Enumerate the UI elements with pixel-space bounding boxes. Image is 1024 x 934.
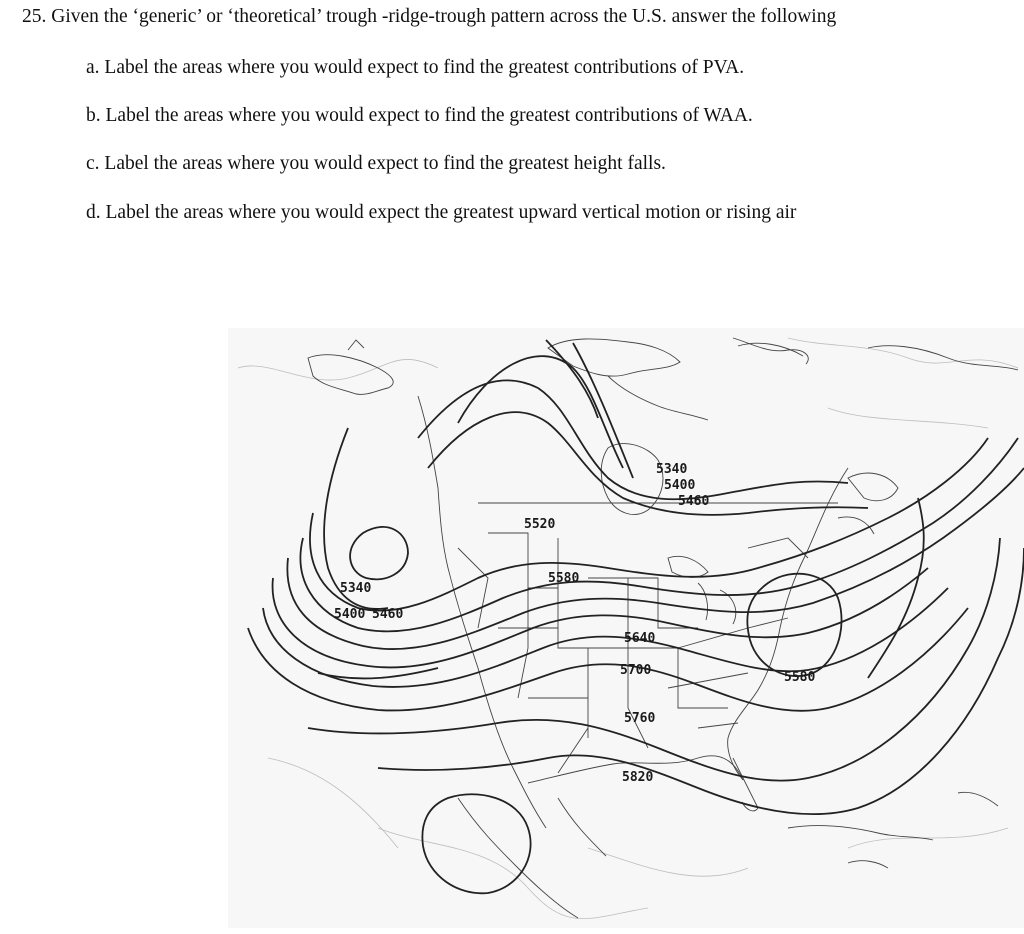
contour-label-5460-west: 5460 xyxy=(372,607,404,622)
contour-label-5460-north: 5460 xyxy=(678,494,710,509)
contour-label-5580-east: 5580 xyxy=(784,670,816,685)
question-item-b: b. Label the areas where you would expect to find the greatest contributions of WAA. xyxy=(86,105,753,126)
contour-labels xyxy=(334,462,815,785)
question-item-d: d. Label the areas where you would expect the greatest upward vertical motion or rising air xyxy=(86,202,797,223)
contour-label-5700: 5700 xyxy=(620,663,652,678)
contour-label-5400-west: 5400 xyxy=(334,607,366,622)
contour-label-5520: 5520 xyxy=(524,517,556,532)
contour-label-5340-north: 5340 xyxy=(656,462,688,477)
height-contour-map xyxy=(228,328,1024,928)
contour-label-5580: 5580 xyxy=(548,571,580,586)
upper-air-map xyxy=(228,328,1024,928)
question-text: 25. Given the ‘generic’ or ‘theoretical’ trough -ridge-trough pattern across the U.S. answer the following xyxy=(22,6,837,27)
question-item-a: a. Label the areas where you would expect to find the greatest contributions of PVA. xyxy=(86,57,745,78)
contour-label-5820: 5820 xyxy=(622,770,654,785)
contour-label-5340-west: 5340 xyxy=(340,581,372,596)
question-item-c: c. Label the areas where you would expect to find the greatest height falls. xyxy=(86,153,666,174)
contour-label-5400-north: 5400 xyxy=(664,478,696,493)
contour-label-5640: 5640 xyxy=(624,631,656,646)
contour-label-5760: 5760 xyxy=(624,711,656,726)
